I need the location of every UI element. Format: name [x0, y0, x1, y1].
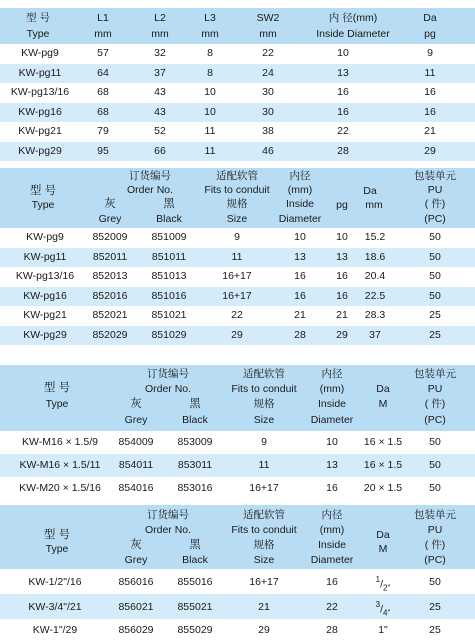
header-cell: 内径: [321, 509, 343, 521]
cell: 50: [429, 482, 441, 494]
cell: 29: [336, 328, 348, 341]
header-cell: Da: [363, 185, 377, 197]
cell: 29: [231, 328, 243, 341]
cell: 13: [337, 66, 349, 79]
cell: 50: [429, 231, 441, 243]
cell: 856016: [118, 576, 154, 588]
cell: 13: [294, 250, 306, 263]
cell: 853016: [177, 482, 213, 494]
header-cell: L1: [97, 12, 109, 24]
cell: 16: [336, 270, 348, 282]
header-cell: mm: [259, 28, 277, 40]
header-cell: SW2: [256, 12, 280, 24]
header-cell: 内径: [321, 368, 343, 380]
cell: 851009: [151, 231, 187, 243]
cell: 20.4: [364, 270, 386, 282]
header-cell: Type: [45, 398, 69, 410]
cell: KW-pg21: [23, 309, 67, 321]
header-cell: Grey: [124, 554, 148, 566]
cell: 21: [424, 125, 436, 137]
table-row: [0, 267, 475, 287]
cell: 853009: [177, 436, 213, 448]
cell: 11: [231, 250, 243, 263]
cell: 50: [429, 459, 441, 471]
cell: 29: [424, 144, 436, 157]
table-row: [0, 431, 475, 454]
header-cell: 订货编号: [147, 509, 189, 521]
cell: 79: [97, 125, 109, 137]
header-cell: Type: [26, 28, 50, 40]
header-cell: Black: [156, 213, 182, 225]
header-cell: Type: [45, 543, 69, 555]
header-cell: Inside Diameter: [316, 28, 390, 40]
cell: 10: [336, 231, 348, 243]
cell: 851029: [151, 328, 187, 341]
header-cell: PU: [427, 184, 443, 196]
cell: 10: [204, 86, 216, 98]
cell: 29: [258, 624, 270, 636]
cell: 28: [337, 144, 349, 157]
header-cell: Order No.: [144, 383, 192, 395]
header-cell: mm: [151, 28, 169, 40]
table-row: [0, 594, 475, 619]
cell: 854011: [118, 459, 154, 471]
cell: 16: [336, 289, 348, 302]
cell: 16: [424, 105, 436, 118]
table-header: [0, 168, 475, 228]
table-body: [0, 431, 475, 500]
header-cell: M: [378, 543, 388, 555]
header-cell: Fits to conduit: [204, 184, 270, 196]
cell: 853011: [177, 459, 213, 471]
cell: KW-pg13/16: [15, 270, 75, 282]
cell: 16+17: [222, 289, 252, 302]
cell: 10: [337, 47, 349, 59]
cell: 15.2: [364, 231, 386, 243]
table-row: [0, 228, 475, 248]
cell: KW-pg16: [23, 289, 67, 302]
dimensions-table: [0, 8, 475, 161]
header-cell: Diameter: [310, 414, 354, 426]
table-header: [0, 8, 475, 44]
cell: 30: [262, 105, 274, 118]
cell: 22.5: [364, 289, 386, 302]
cell: 855029: [177, 624, 213, 636]
cell: 16+17: [249, 482, 279, 494]
cell: 43: [154, 86, 166, 98]
header-cell: Da: [376, 529, 390, 541]
header-cell: 型 号: [29, 185, 57, 197]
header-cell: Grey: [124, 414, 148, 426]
cell: 21: [258, 601, 270, 613]
header-cell: 适配软管: [243, 509, 285, 521]
table-row: [0, 83, 475, 103]
header-cell: Inside: [317, 539, 347, 551]
cell: 25: [429, 309, 441, 321]
header-cell: 灰: [104, 198, 116, 210]
cell: 13: [336, 250, 348, 263]
fraction-denominator: 2": [383, 583, 391, 593]
cell: 38: [262, 125, 274, 137]
cell: 68: [97, 105, 109, 118]
table-row: [0, 103, 475, 123]
table-row: [0, 44, 475, 64]
header-cell: pg: [336, 199, 348, 211]
cell: 852009: [92, 231, 128, 243]
header-cell: 包装单元: [414, 509, 456, 521]
cell: 16+17: [249, 576, 279, 588]
cell: 28: [326, 624, 338, 636]
header-cell: Diameter: [278, 213, 322, 225]
header-cell: 黑: [189, 398, 201, 410]
cell: 24: [262, 66, 274, 79]
table-row: [0, 64, 475, 84]
cell: 16 × 1.5: [363, 436, 403, 448]
cell: 16: [326, 576, 338, 588]
cell: 22: [326, 601, 338, 613]
cell: KW-pg9: [21, 47, 59, 59]
cell: 852021: [92, 309, 128, 321]
header-cell: 规格: [253, 539, 275, 551]
cell: 16: [424, 86, 436, 98]
header-cell: 包装单元: [414, 170, 456, 182]
cell: 9: [234, 231, 240, 243]
cell: 16: [326, 482, 338, 494]
cell: 10: [204, 105, 216, 118]
table-row: [0, 619, 475, 641]
cell: 16+17: [222, 270, 252, 282]
table-row: [0, 287, 475, 307]
header-cell: 适配软管: [243, 368, 285, 380]
cell: 16 × 1.5: [363, 459, 403, 471]
cell: 95: [97, 144, 109, 157]
cell: 64: [97, 66, 109, 79]
cell: KW-pg9: [26, 231, 64, 243]
cell: 37: [369, 328, 381, 341]
header-cell: Black: [182, 414, 208, 426]
fraction-denominator: 4": [383, 608, 391, 618]
cell: 8: [207, 66, 213, 79]
cell: 46: [262, 144, 274, 157]
cell: 11: [204, 144, 216, 157]
cell: KW-pg21: [18, 125, 62, 137]
header-cell: M: [378, 398, 388, 410]
header-cell: Da: [423, 12, 437, 24]
header-cell: 内 径(mm): [328, 12, 378, 24]
cell: 22: [231, 309, 243, 321]
header-cell: Fits to conduit: [231, 524, 297, 536]
table-row: [0, 454, 475, 477]
header-cell: mm: [365, 199, 383, 211]
cell: 13: [326, 459, 338, 471]
header-cell: (mm): [287, 184, 313, 196]
cell: KW-pg29: [18, 144, 62, 157]
cell: 9: [427, 47, 433, 59]
cell: 66: [154, 144, 166, 157]
table-row: [0, 248, 475, 268]
header-cell: PU: [427, 524, 443, 536]
header-cell: (PC): [424, 414, 446, 426]
cell: 32: [154, 47, 166, 59]
cell: 16: [337, 105, 349, 118]
cell: KW-1"/29: [32, 624, 78, 636]
cell: $^3/_{4"}$: [375, 600, 391, 618]
cell: 852029: [92, 328, 128, 341]
header-cell: (mm): [319, 524, 345, 536]
cell: $^1/_{2"}$: [375, 575, 391, 593]
cell: 50: [429, 436, 441, 448]
header-cell: Inside: [285, 198, 315, 210]
cell: 10: [294, 231, 306, 243]
cell: 68: [97, 86, 109, 98]
cell: 851013: [151, 270, 187, 282]
cell: 21: [294, 309, 306, 321]
header-cell: ( 件): [424, 398, 446, 410]
cell: 854009: [118, 436, 154, 448]
cell: 43: [154, 105, 166, 118]
header-cell: ( 件): [424, 539, 446, 551]
table-row: [0, 326, 475, 346]
cell: KW-1/2"/16: [28, 576, 82, 588]
header-cell: Order No.: [144, 524, 192, 536]
inch-order-table: [0, 505, 475, 641]
pg-order-table: [0, 168, 475, 345]
header-cell: L3: [204, 12, 216, 24]
header-cell: Type: [31, 199, 55, 211]
cell: KW-M20 × 1.5/16: [19, 482, 101, 494]
cell: 851016: [151, 289, 187, 302]
cell: 25: [429, 601, 441, 613]
header-cell: L2: [154, 12, 166, 24]
cell: 25: [429, 624, 441, 636]
cell: 25: [429, 328, 441, 341]
cell: 50: [429, 289, 441, 302]
header-cell: Size: [226, 213, 248, 225]
header-cell: pg: [424, 28, 436, 40]
table-body: [0, 228, 475, 345]
cell: 28: [294, 328, 306, 341]
metric-order-table: [0, 365, 475, 500]
cell: 16: [337, 86, 349, 98]
cell: 50: [429, 250, 441, 263]
header-cell: Size: [253, 414, 275, 426]
cell: 37: [154, 66, 166, 79]
cell: 57: [97, 47, 109, 59]
table-header: [0, 365, 475, 431]
cell: 10: [326, 436, 338, 448]
header-cell: (PC): [424, 213, 446, 225]
cell: 22: [262, 47, 274, 59]
header-cell: 内径: [289, 170, 311, 182]
table-row: [0, 122, 475, 142]
cell: KW-3/4"/21: [28, 601, 82, 613]
header-cell: 黑: [189, 539, 201, 551]
header-cell: mm: [94, 28, 112, 40]
cell: KW-M16 × 1.5/9: [22, 436, 98, 448]
cell: 855021: [177, 601, 213, 613]
fraction-numerator: 1: [375, 575, 381, 584]
header-cell: 订货编号: [129, 170, 171, 182]
header-cell: 适配软管: [216, 170, 258, 182]
header-cell: 型 号: [43, 382, 71, 394]
cell: 50: [429, 270, 441, 282]
header-cell: Da: [376, 383, 390, 395]
table-body: [0, 569, 475, 641]
header-cell: 规格: [253, 398, 275, 410]
header-cell: 灰: [130, 539, 142, 551]
header-cell: 订货编号: [147, 368, 189, 380]
cell: 852011: [92, 250, 128, 263]
table-row: [0, 477, 475, 500]
header-cell: Order No.: [126, 184, 174, 196]
cell: KW-pg29: [23, 328, 67, 341]
header-cell: Size: [253, 554, 275, 566]
cell: KW-pg11: [23, 250, 67, 263]
header-cell: (mm): [319, 383, 345, 395]
cell: KW-M16 × 1.5/11: [19, 459, 101, 471]
table-row: [0, 306, 475, 326]
header-cell: 黑: [163, 198, 175, 210]
cell: 851021: [151, 309, 187, 321]
cell: 50: [429, 576, 441, 588]
header-cell: 型 号: [26, 12, 50, 24]
cell: 8: [207, 47, 213, 59]
table-body: [0, 44, 475, 161]
header-cell: 规格: [226, 198, 248, 210]
cell: 18.6: [364, 250, 386, 263]
header-cell: ( 件): [424, 198, 446, 210]
fraction-numerator: 3: [375, 600, 381, 609]
cell: 30: [262, 86, 274, 98]
cell: 851011: [151, 250, 187, 263]
cell: 21: [336, 309, 348, 321]
header-cell: 包装单元: [414, 368, 456, 380]
cell: 28.3: [364, 309, 386, 321]
cell: 855016: [177, 576, 213, 588]
cell: KW-pg13/16: [10, 86, 70, 98]
cell: 856021: [118, 601, 154, 613]
cell: 856029: [118, 624, 154, 636]
cell: KW-pg11: [18, 66, 62, 79]
cell: 52: [154, 125, 166, 137]
header-cell: 型 号: [43, 529, 71, 541]
cell: 11: [258, 459, 270, 471]
table-row: [0, 569, 475, 594]
cell: 22: [337, 125, 349, 137]
cell: 16: [294, 270, 306, 282]
header-cell: Black: [182, 554, 208, 566]
cell: 1": [378, 624, 388, 636]
header-cell: Diameter: [310, 554, 354, 566]
cell: 9: [261, 436, 267, 448]
header-cell: 灰: [130, 398, 142, 410]
cell: 852016: [92, 289, 128, 302]
header-cell: Fits to conduit: [231, 383, 297, 395]
header-cell: mm: [201, 28, 219, 40]
table-header: [0, 505, 475, 569]
header-cell: (PC): [424, 554, 446, 566]
table-row: [0, 142, 475, 162]
header-cell: Grey: [98, 213, 122, 225]
cell: 11: [424, 66, 436, 79]
cell: 16: [294, 289, 306, 302]
header-cell: Inside: [317, 398, 347, 410]
cell: 852013: [92, 270, 128, 282]
cell: 854016: [118, 482, 154, 494]
cell: KW-pg16: [18, 105, 62, 118]
header-cell: PU: [427, 383, 443, 395]
cell: 11: [204, 125, 216, 137]
cell: 20 × 1.5: [363, 482, 403, 494]
